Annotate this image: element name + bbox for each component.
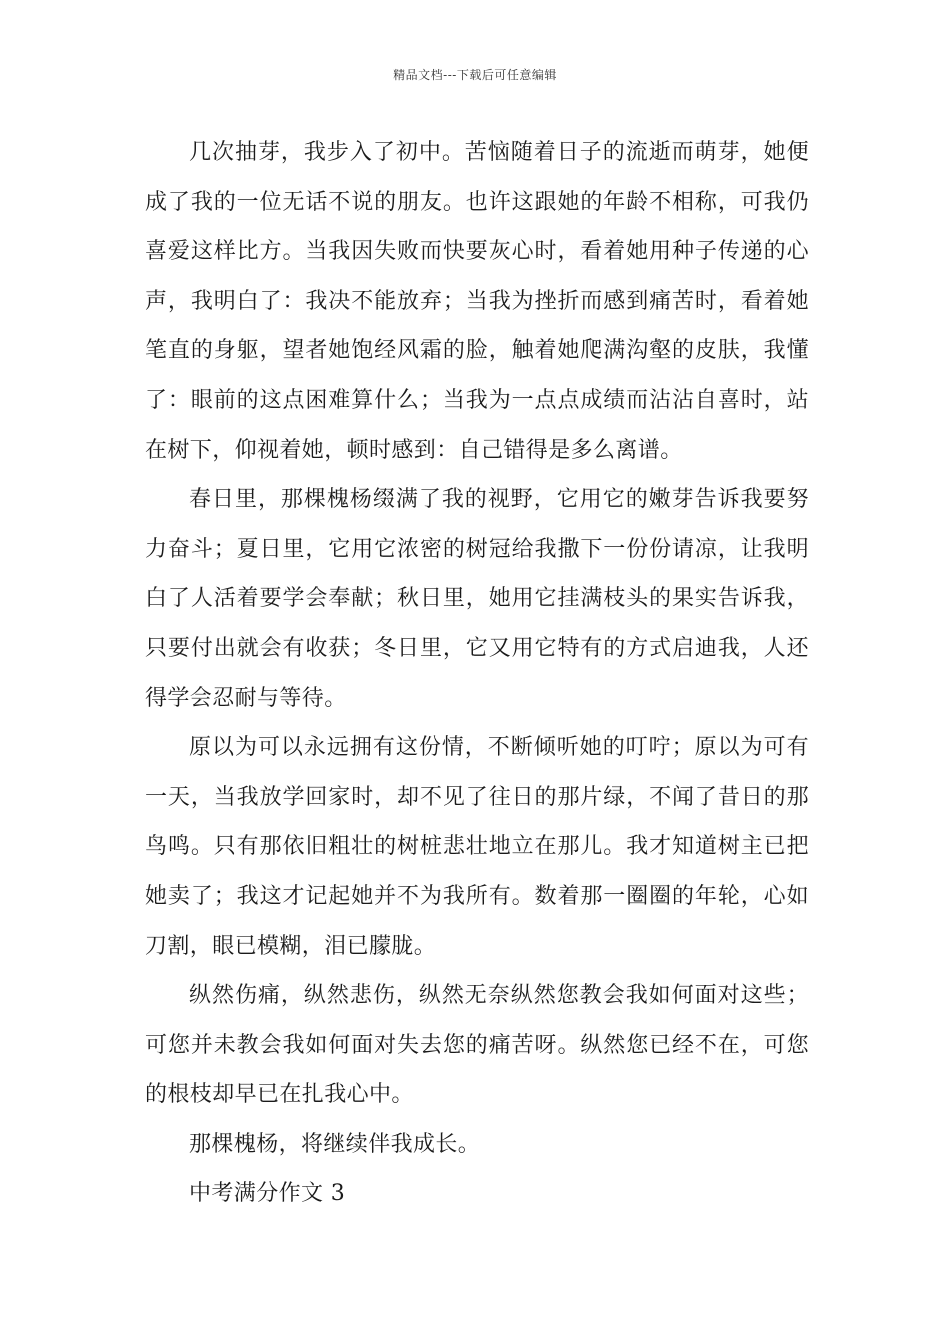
- paragraph: 纵然伤痛，纵然悲伤，纵然无奈纵然您教会我如何面对这些；可您并未教会我如何面对失去您的痛苦呀。纵然您已经不在，可您的根枝却早已在扎我心中。: [145, 983, 809, 1108]
- paragraph: 春日里，那棵槐杨缀满了我的视野，它用它的嫩芽告诉我要努力奋斗；夏日里，它用它浓密的树冠给我撒下一份份请凉，让我明白了人活着要学会奉献；秋日里，她用它挂满枝头的果实告诉我，只要付出就会有收获；冬日里，它又用它特有的方式启迪我，人还得学会忍耐与等待。: [145, 487, 809, 711]
- page-header: 精品文档---下载后可任意编辑: [393, 68, 557, 82]
- paragraph: 原以为可以永远拥有这份情，不断倾听她的叮咛；原以为可有一天，当我放学回家时，却不见了往日的那片绿，不闻了昔日的那鸟鸣。只有那依旧粗壮的树桩悲壮地立在那儿。我才知道树主已把她卖了；我这才记起她并不为我所有。数着那一圈圈的年轮，心如刀割，眼已模糊，泪已朦胧。: [145, 735, 809, 959]
- paragraph: 几次抽芽，我步入了初中。苦恼随着日子的流逝而萌芽，她便成了我的一位无话不说的朋友。也许这跟她的年龄不相称，可我仍喜爱这样比方。当我因失败而快要灰心时，看着她用种子传递的心声，我明白了：我决不能放弃；当我为挫折而感到痛苦时，看着她笔直的身躯，望者她饱经风霜的脸，触着她爬满沟壑的皮肤，我懂了：眼前的这点困难算什么；当我为一点点成绩而沾沾自喜时，站在树下，仰视着她，顿时感到：自己错得是多么离谱。: [145, 140, 809, 463]
- document-body: [145, 128, 809, 1219]
- section-heading: 中考满分作文 3: [189, 1181, 346, 1207]
- paragraph: 那棵槐杨，将继续伴我成长。: [189, 1131, 481, 1157]
